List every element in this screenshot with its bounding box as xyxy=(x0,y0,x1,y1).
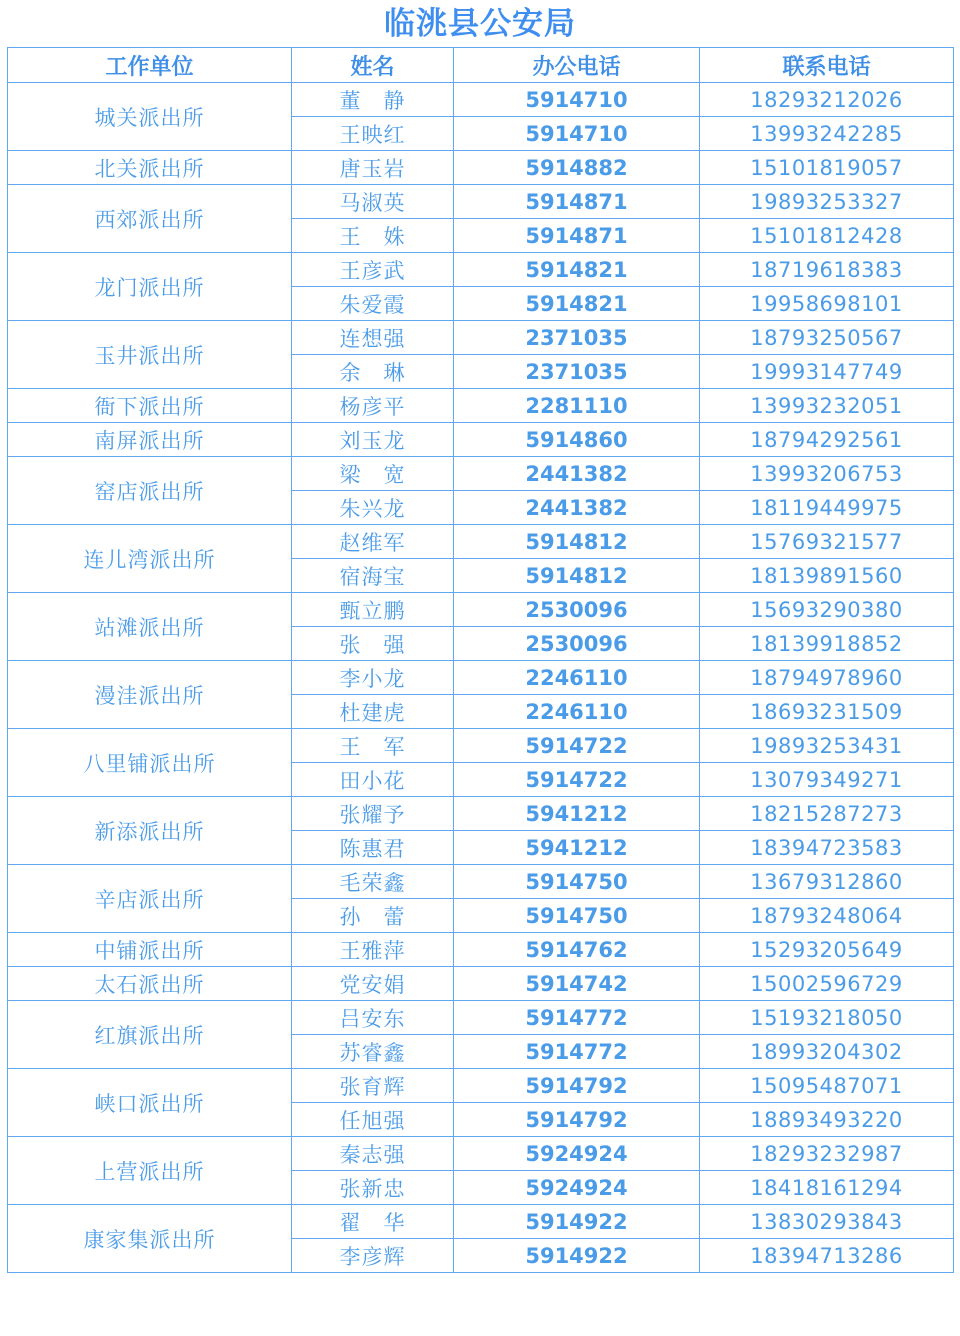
contact-phone-cell: 18293212026 xyxy=(700,83,954,117)
name-cell: 李彦辉 xyxy=(292,1239,454,1273)
contact-phone-cell: 13079349271 xyxy=(700,763,954,797)
name-cell: 张育辉 xyxy=(292,1069,454,1103)
office-phone-cell: 5914742 xyxy=(454,967,700,1001)
office-phone-cell: 2246110 xyxy=(454,661,700,695)
contact-phone-cell: 13993206753 xyxy=(700,457,954,491)
office-phone-cell: 2371035 xyxy=(454,355,700,389)
unit-cell: 中铺派出所 xyxy=(8,933,292,967)
unit-cell: 漫洼派出所 xyxy=(8,661,292,729)
contact-phone-cell: 13993232051 xyxy=(700,389,954,423)
unit-cell: 八里铺派出所 xyxy=(8,729,292,797)
column-header-contact-phone: 联系电话 xyxy=(700,48,954,83)
office-phone-cell: 5914871 xyxy=(454,185,700,219)
header-row xyxy=(8,48,954,83)
unit-cell: 太石派出所 xyxy=(8,967,292,1001)
name-cell: 王映红 xyxy=(292,117,454,151)
name-cell: 赵维军 xyxy=(292,525,454,559)
table-row xyxy=(8,151,954,185)
unit-cell: 城关派出所 xyxy=(8,83,292,151)
office-phone-cell: 2246110 xyxy=(454,695,700,729)
contact-phone-cell: 19958698101 xyxy=(700,287,954,321)
office-phone-cell: 5914821 xyxy=(454,287,700,321)
contact-phone-cell: 18394723583 xyxy=(700,831,954,865)
name-cell: 唐玉岩 xyxy=(292,151,454,185)
contact-phone-cell: 18119449975 xyxy=(700,491,954,525)
office-phone-cell: 5914722 xyxy=(454,763,700,797)
name-cell: 董 静 xyxy=(292,83,454,117)
name-cell: 苏睿鑫 xyxy=(292,1035,454,1069)
contact-table xyxy=(7,47,954,1273)
office-phone-cell: 5914772 xyxy=(454,1035,700,1069)
contact-phone-cell: 13830293843 xyxy=(700,1205,954,1239)
contact-phone-cell: 19993147749 xyxy=(700,355,954,389)
unit-cell: 连儿湾派出所 xyxy=(8,525,292,593)
contact-phone-cell: 18793250567 xyxy=(700,321,954,355)
table-row xyxy=(8,967,954,1001)
name-cell: 甄立鹏 xyxy=(292,593,454,627)
name-cell: 王彦武 xyxy=(292,253,454,287)
contact-phone-cell: 13993242285 xyxy=(700,117,954,151)
office-phone-cell: 5914792 xyxy=(454,1103,700,1137)
unit-cell: 玉井派出所 xyxy=(8,321,292,389)
office-phone-cell: 5914821 xyxy=(454,253,700,287)
name-cell: 宿海宝 xyxy=(292,559,454,593)
contact-phone-cell: 15293205649 xyxy=(700,933,954,967)
unit-cell: 辛店派出所 xyxy=(8,865,292,933)
name-cell: 毛荣鑫 xyxy=(292,865,454,899)
name-cell: 张耀予 xyxy=(292,797,454,831)
office-phone-cell: 2371035 xyxy=(454,321,700,355)
unit-cell: 上营派出所 xyxy=(8,1137,292,1205)
contact-phone-cell: 19893253327 xyxy=(700,185,954,219)
table-row xyxy=(8,253,954,287)
office-phone-cell: 5914772 xyxy=(454,1001,700,1035)
contact-phone-cell: 18215287273 xyxy=(700,797,954,831)
unit-cell: 衙下派出所 xyxy=(8,389,292,423)
name-cell: 张 强 xyxy=(292,627,454,661)
office-phone-cell: 5914710 xyxy=(454,83,700,117)
name-cell: 张新忠 xyxy=(292,1171,454,1205)
table-row xyxy=(8,1001,954,1035)
page-title: 临洮县公安局 xyxy=(384,6,576,42)
office-phone-cell: 2441382 xyxy=(454,491,700,525)
unit-cell: 峡口派出所 xyxy=(8,1069,292,1137)
name-cell: 连想强 xyxy=(292,321,454,355)
office-phone-cell: 5914871 xyxy=(454,219,700,253)
office-phone-cell: 5914792 xyxy=(454,1069,700,1103)
table-row xyxy=(8,185,954,219)
unit-cell: 北关派出所 xyxy=(8,151,292,185)
table-row xyxy=(8,797,954,831)
unit-cell: 西郊派出所 xyxy=(8,185,292,253)
table-row xyxy=(8,933,954,967)
unit-cell: 南屏派出所 xyxy=(8,423,292,457)
table-row xyxy=(8,1137,954,1171)
table-row xyxy=(8,525,954,559)
contact-phone-cell: 18793248064 xyxy=(700,899,954,933)
name-cell: 杨彦平 xyxy=(292,389,454,423)
contact-phone-cell: 15002596729 xyxy=(700,967,954,1001)
contact-phone-cell: 15101819057 xyxy=(700,151,954,185)
contact-phone-cell: 18139918852 xyxy=(700,627,954,661)
name-cell: 孙 蕾 xyxy=(292,899,454,933)
table-row xyxy=(8,661,954,695)
column-header-unit: 工作单位 xyxy=(8,48,292,83)
name-cell: 王雅萍 xyxy=(292,933,454,967)
name-cell: 王 军 xyxy=(292,729,454,763)
unit-cell: 龙门派出所 xyxy=(8,253,292,321)
name-cell: 杜建虎 xyxy=(292,695,454,729)
contact-phone-cell: 18418161294 xyxy=(700,1171,954,1205)
table-row xyxy=(8,389,954,423)
unit-cell: 康家集派出所 xyxy=(8,1205,292,1273)
column-header-name: 姓名 xyxy=(292,48,454,83)
name-cell: 秦志强 xyxy=(292,1137,454,1171)
contact-phone-cell: 18693231509 xyxy=(700,695,954,729)
unit-cell: 窑店派出所 xyxy=(8,457,292,525)
name-cell: 王 姝 xyxy=(292,219,454,253)
name-cell: 朱兴龙 xyxy=(292,491,454,525)
office-phone-cell: 5941212 xyxy=(454,831,700,865)
name-cell: 朱爱霞 xyxy=(292,287,454,321)
name-cell: 吕安东 xyxy=(292,1001,454,1035)
table-row xyxy=(8,729,954,763)
table-row xyxy=(8,1205,954,1239)
contact-phone-cell: 18394713286 xyxy=(700,1239,954,1273)
contact-phone-cell: 19893253431 xyxy=(700,729,954,763)
column-header-office-phone: 办公电话 xyxy=(454,48,700,83)
office-phone-cell: 5924924 xyxy=(454,1171,700,1205)
table-row xyxy=(8,321,954,355)
contact-phone-cell: 15095487071 xyxy=(700,1069,954,1103)
office-phone-cell: 5914762 xyxy=(454,933,700,967)
office-phone-cell: 2530096 xyxy=(454,593,700,627)
name-cell: 陈惠君 xyxy=(292,831,454,865)
contact-phone-cell: 18794978960 xyxy=(700,661,954,695)
name-cell: 刘玉龙 xyxy=(292,423,454,457)
office-phone-cell: 5914922 xyxy=(454,1205,700,1239)
office-phone-cell: 5914812 xyxy=(454,525,700,559)
contact-phone-cell: 15769321577 xyxy=(700,525,954,559)
office-phone-cell: 5914710 xyxy=(454,117,700,151)
name-cell: 翟 华 xyxy=(292,1205,454,1239)
office-phone-cell: 5914750 xyxy=(454,899,700,933)
name-cell: 任旭强 xyxy=(292,1103,454,1137)
contact-phone-cell: 13679312860 xyxy=(700,865,954,899)
unit-cell: 红旗派出所 xyxy=(8,1001,292,1069)
table-row xyxy=(8,457,954,491)
contact-phone-cell: 15101812428 xyxy=(700,219,954,253)
name-cell: 梁 宽 xyxy=(292,457,454,491)
unit-cell: 站滩派出所 xyxy=(8,593,292,661)
contact-phone-cell: 18794292561 xyxy=(700,423,954,457)
name-cell: 田小花 xyxy=(292,763,454,797)
contact-phone-cell: 18139891560 xyxy=(700,559,954,593)
office-phone-cell: 5914860 xyxy=(454,423,700,457)
contact-phone-cell: 18993204302 xyxy=(700,1035,954,1069)
office-phone-cell: 2441382 xyxy=(454,457,700,491)
unit-cell: 新添派出所 xyxy=(8,797,292,865)
contact-phone-cell: 15693290380 xyxy=(700,593,954,627)
name-cell: 党安娟 xyxy=(292,967,454,1001)
name-cell: 李小龙 xyxy=(292,661,454,695)
table-row xyxy=(8,423,954,457)
table-row xyxy=(8,865,954,899)
name-cell: 余 琳 xyxy=(292,355,454,389)
name-cell: 马淑英 xyxy=(292,185,454,219)
office-phone-cell: 5914722 xyxy=(454,729,700,763)
contact-phone-cell: 18719618383 xyxy=(700,253,954,287)
office-phone-cell: 2530096 xyxy=(454,627,700,661)
table-row xyxy=(8,83,954,117)
contact-phone-cell: 15193218050 xyxy=(700,1001,954,1035)
contact-phone-cell: 18893493220 xyxy=(700,1103,954,1137)
table-body xyxy=(8,83,954,1273)
office-phone-cell: 5914882 xyxy=(454,151,700,185)
office-phone-cell: 5914812 xyxy=(454,559,700,593)
office-phone-cell: 5914922 xyxy=(454,1239,700,1273)
contact-phone-cell: 18293232987 xyxy=(700,1137,954,1171)
table-row xyxy=(8,1069,954,1103)
office-phone-cell: 5924924 xyxy=(454,1137,700,1171)
table-row xyxy=(8,593,954,627)
office-phone-cell: 5914750 xyxy=(454,865,700,899)
office-phone-cell: 2281110 xyxy=(454,389,700,423)
office-phone-cell: 5941212 xyxy=(454,797,700,831)
